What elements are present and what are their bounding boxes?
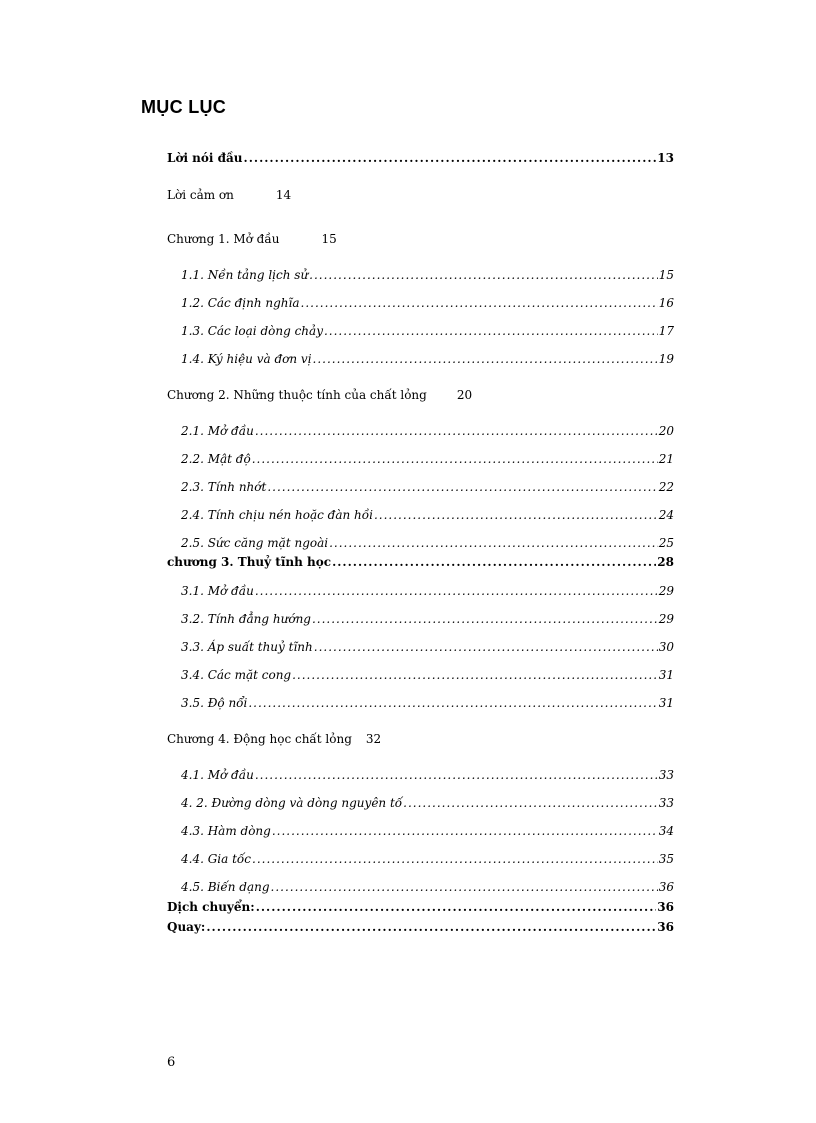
toc-entry-page: 28 (657, 555, 674, 569)
toc-entry-page: 16 (658, 296, 674, 310)
toc-entry-page: 25 (658, 536, 674, 550)
toc-entry-label: 4. 2. Đường dòng và dòng nguyên tố (181, 796, 403, 810)
toc-entry-label: 2.1. Mở đầu (181, 424, 254, 438)
toc-entry-page: 20 (456, 388, 473, 402)
toc-entry-page: 36 (657, 900, 674, 914)
toc-entry-page: 35 (658, 852, 674, 866)
toc-entry-label: 4.3. Hàm dòng (181, 824, 271, 838)
toc-entry-4-3[interactable] (181, 823, 674, 839)
toc-entry-label: 2.3. Tính nhớt (181, 480, 267, 494)
toc-entry-page: 21 (658, 452, 674, 466)
toc-entry-chapter-2[interactable] (167, 387, 472, 403)
toc-entry-label: 3.2. Tính đẳng hướng (181, 612, 311, 626)
toc-entry-page: 36 (657, 920, 674, 934)
toc-entry-acknowledgements[interactable] (167, 187, 291, 203)
toc-entry-3-3[interactable] (181, 639, 674, 655)
dot-leader (301, 295, 658, 311)
toc-entry-page: 15 (658, 268, 674, 282)
toc-entry-page: 34 (658, 824, 674, 838)
toc-entry-rotation[interactable] (167, 919, 674, 935)
toc-entry-page: 30 (658, 640, 674, 654)
toc-entry-label: 3.5. Độ nổi (181, 696, 248, 710)
page-title: MỤC LỤC (141, 97, 227, 117)
toc-entry-3-1[interactable] (181, 583, 674, 599)
toc-entry-label: Chương 4. Động học chất lỏng (167, 732, 352, 746)
toc-entry-3-5[interactable] (181, 695, 674, 711)
toc-entry-page: 15 (321, 232, 337, 246)
toc-entry-label: Dịch chuyển: (167, 900, 255, 914)
page-number: 6 (167, 1055, 176, 1070)
toc-entry-label: 2.4. Tính chịu nén hoặc đàn hồi (181, 508, 373, 522)
toc-entry-page: 31 (658, 668, 674, 682)
toc-entry-label: Lời cảm ơn (167, 188, 234, 202)
dot-leader (206, 919, 656, 935)
toc-entry-label: 1.1. Nền tảng lịch sử (181, 268, 309, 282)
dot-leader (271, 879, 658, 895)
toc-entry-label: 1.2. Các định nghĩa (181, 296, 300, 310)
toc-entry-page: 20 (658, 424, 674, 438)
toc-entry-4-1[interactable] (181, 767, 674, 783)
dot-leader (256, 899, 657, 915)
toc-entry-1-2[interactable] (181, 295, 674, 311)
dot-leader (332, 554, 656, 570)
toc-entry-4-2[interactable] (181, 795, 674, 811)
dot-leader (252, 851, 658, 867)
dot-leader (244, 150, 657, 166)
dot-leader (267, 479, 657, 495)
toc-entry-4-5[interactable] (181, 879, 674, 895)
dot-leader (252, 451, 658, 467)
toc-entry-label: Chương 2. Những thuộc tính của chất lỏng (167, 388, 427, 402)
toc-entry-label: 4.4. Gia tốc (181, 852, 251, 866)
toc-entry-chapter-3[interactable] (167, 554, 674, 570)
toc-entry-label: 2.5. Sức căng mặt ngoài (181, 536, 329, 550)
toc-entry-translation[interactable] (167, 899, 674, 915)
toc-entry-page: 33 (658, 796, 674, 810)
toc-entry-page: 22 (658, 480, 674, 494)
dot-leader (374, 507, 658, 523)
dot-leader (313, 351, 658, 367)
toc-entry-preface[interactable] (167, 150, 674, 166)
toc-entry-label: 3.4. Các mặt cong (181, 668, 292, 682)
toc-entry-label: 4.1. Mở đầu (181, 768, 254, 782)
toc-entry-1-3[interactable] (181, 323, 674, 339)
toc-entry-label: 1.4. Ký hiệu và đơn vị (181, 352, 312, 366)
dot-leader (255, 767, 658, 783)
toc-entry-2-2[interactable] (181, 451, 674, 467)
toc-entry-label: Chương 1. Mở đầu (167, 232, 280, 246)
toc-entry-label: 3.1. Mở đầu (181, 584, 254, 598)
dot-leader (329, 535, 658, 551)
toc-entry-page: 29 (658, 612, 674, 626)
dot-leader (312, 611, 658, 627)
toc-entry-label: 3.3. Áp suất thuỷ tĩnh (181, 640, 313, 654)
dot-leader (403, 795, 658, 811)
toc-entry-page: 19 (658, 352, 674, 366)
toc-entry-2-3[interactable] (181, 479, 674, 495)
dot-leader (272, 823, 658, 839)
toc-entry-page: 14 (275, 188, 292, 202)
toc-entry-2-4[interactable] (181, 507, 674, 523)
dot-leader (309, 267, 658, 283)
toc-entry-chapter-4[interactable] (167, 731, 381, 747)
toc-entry-3-2[interactable] (181, 611, 674, 627)
dot-leader (255, 423, 658, 439)
dot-leader (255, 583, 658, 599)
toc-entry-page: 24 (658, 508, 674, 522)
toc-entry-label: Quay: (167, 920, 206, 934)
toc-entry-4-4[interactable] (181, 851, 674, 867)
toc-entry-label: 4.5. Biến dạng (181, 880, 270, 894)
toc-entry-label: 2.2. Mật độ (181, 452, 251, 466)
toc-entry-page: 33 (658, 768, 674, 782)
toc-entry-label: chương 3. Thuỷ tĩnh học (167, 555, 332, 569)
toc-entry-chapter-1[interactable] (167, 231, 337, 247)
toc-entry-label: 1.3. Các loại dòng chảy (181, 324, 323, 338)
toc-entry-page: 29 (658, 584, 674, 598)
toc-entry-3-4[interactable] (181, 667, 674, 683)
toc-entry-page: 31 (658, 696, 674, 710)
toc-entry-2-5[interactable] (181, 535, 674, 551)
toc-entry-page: 36 (658, 880, 674, 894)
toc-entry-page: 13 (657, 151, 674, 165)
toc-entry-2-1[interactable] (181, 423, 674, 439)
dot-leader (314, 639, 658, 655)
toc-entry-page: 32 (365, 732, 382, 746)
dot-leader (248, 695, 657, 711)
dot-leader (292, 667, 658, 683)
toc-entry-label: Lời nói đầu (167, 151, 243, 165)
dot-leader (324, 323, 658, 339)
toc-entry-1-1[interactable] (181, 267, 674, 283)
toc-entry-page: 17 (658, 324, 674, 338)
toc-entry-1-4[interactable] (181, 351, 674, 367)
